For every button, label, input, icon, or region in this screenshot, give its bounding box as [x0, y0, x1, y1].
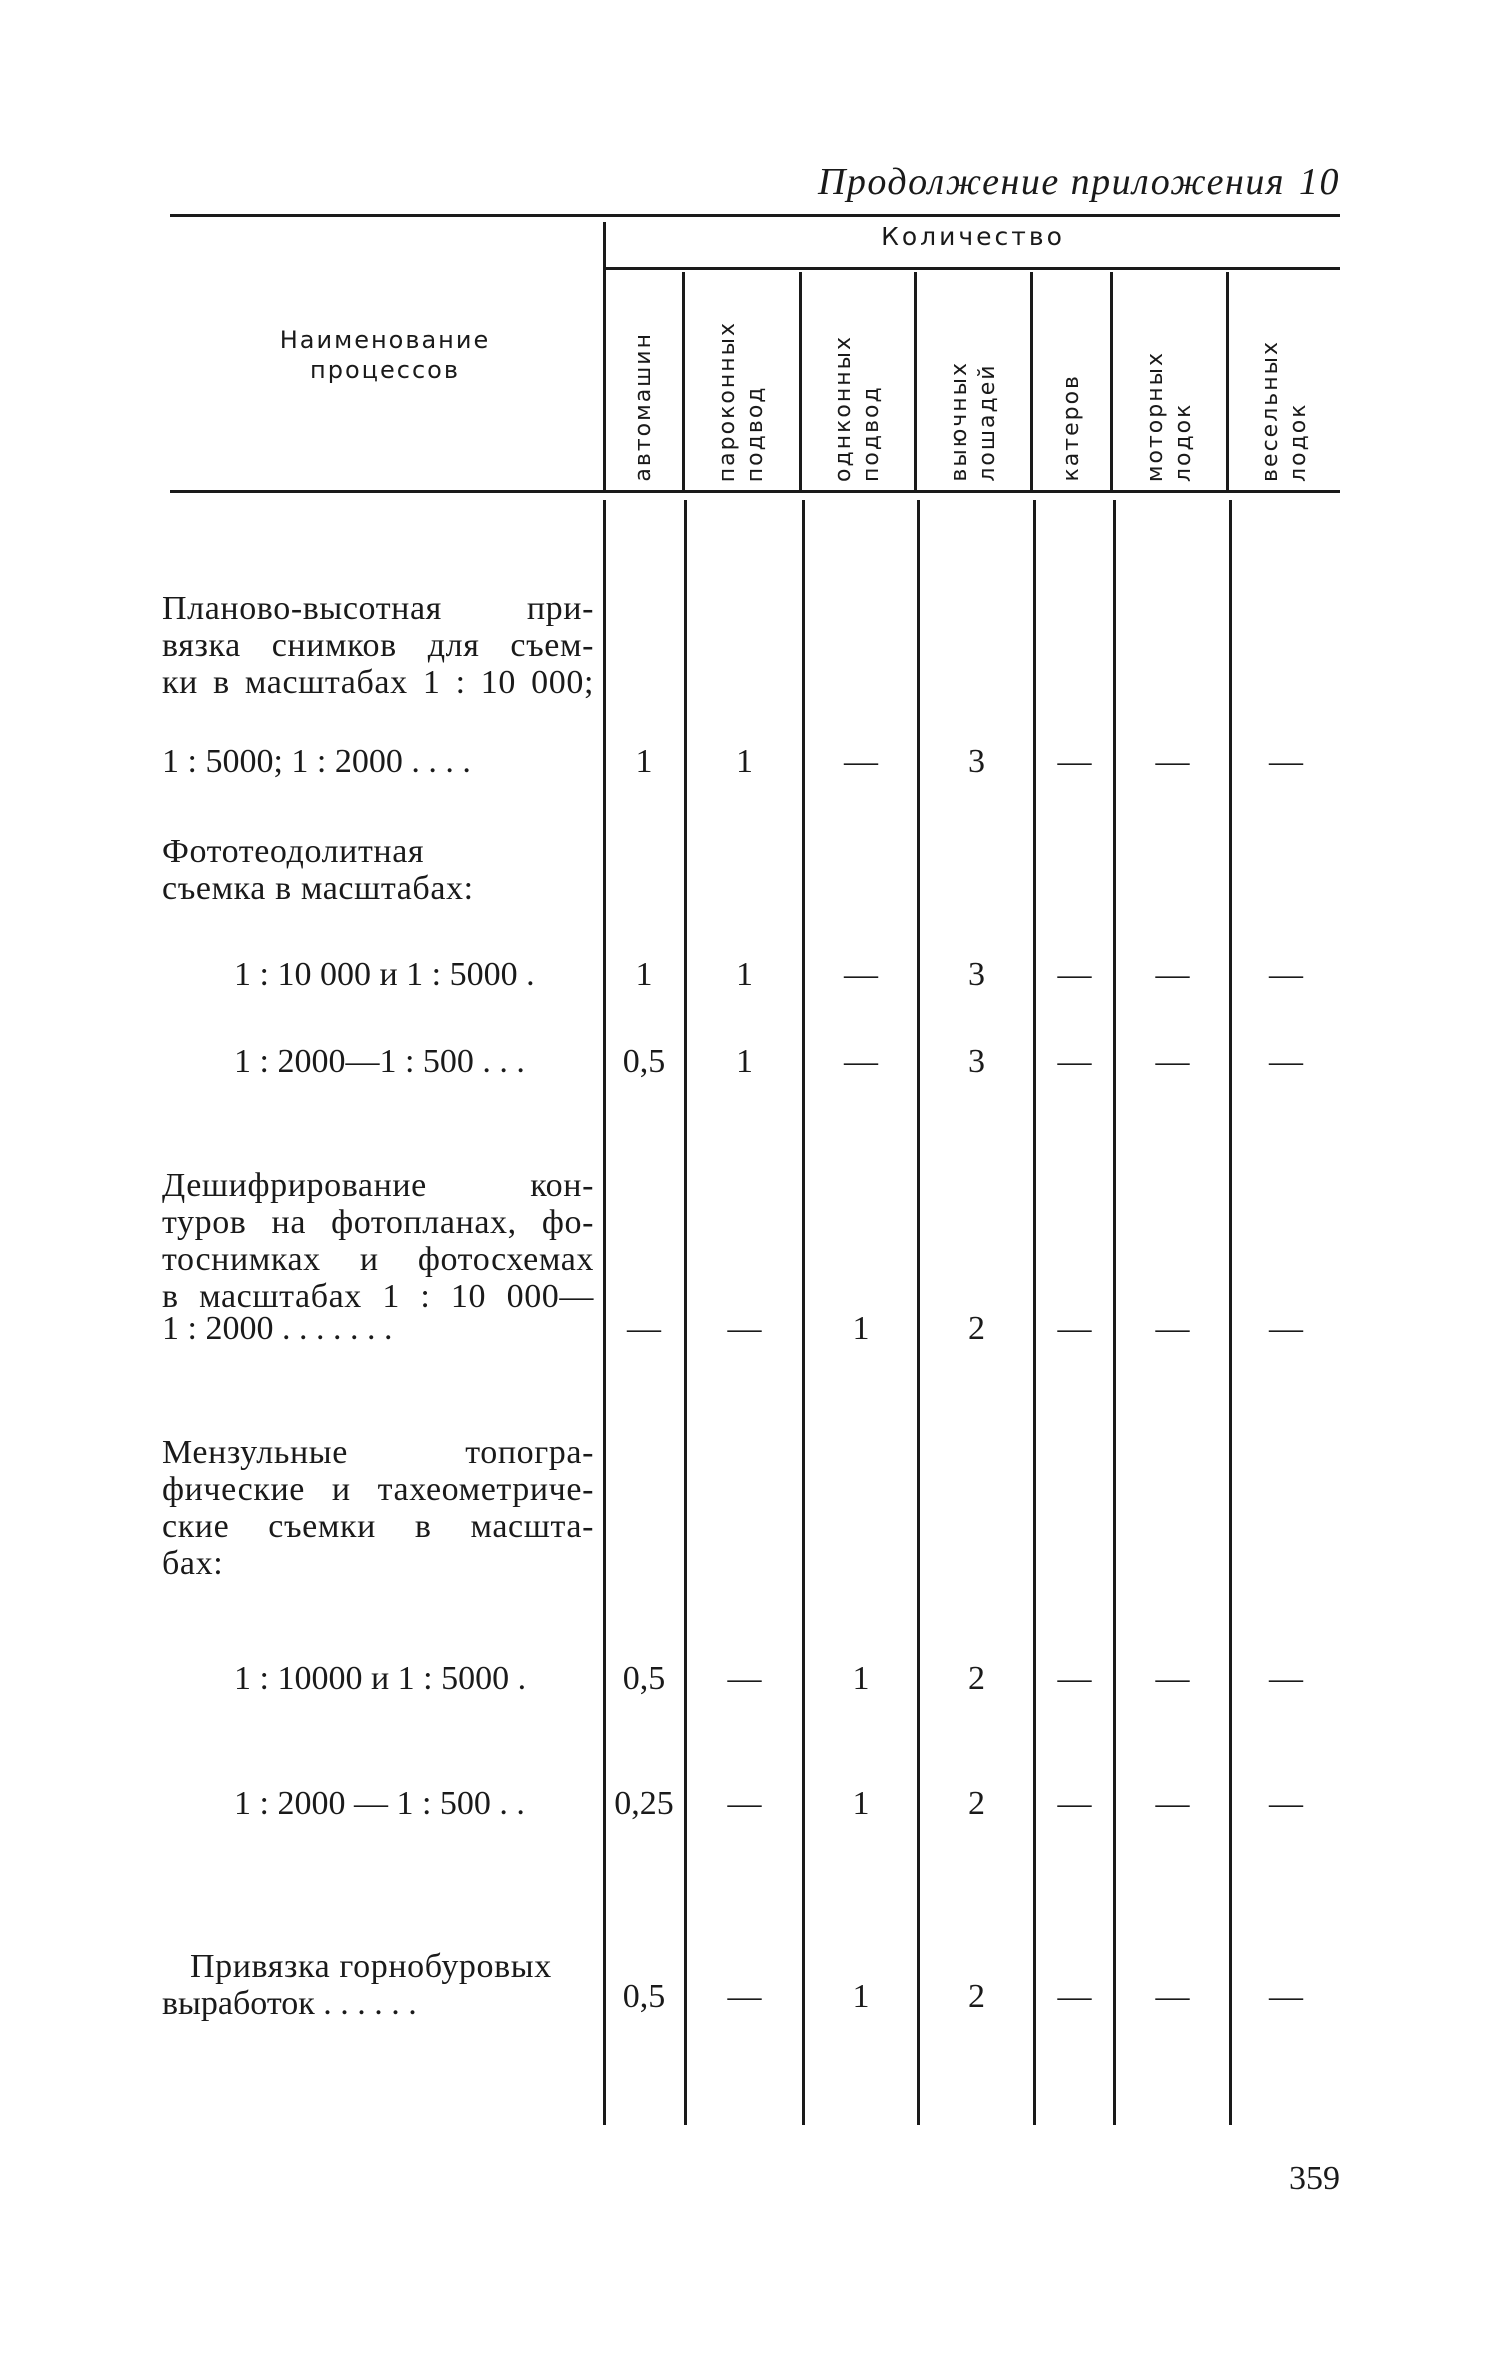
table-cell: 1: [852, 1310, 870, 1347]
table-cell: —: [1057, 956, 1092, 993]
table-cell: 1: [852, 1785, 870, 1822]
table-cell: 3: [968, 1043, 985, 1080]
table-cell: 3: [968, 743, 985, 780]
caption-text: Продолжение приложения: [817, 161, 1285, 203]
column-header: [1113, 282, 1226, 482]
table-cell: —: [1269, 1978, 1303, 2015]
table-cell: —: [1269, 743, 1303, 780]
section-heading: Дешифрирование кон- туров на фотопланах, фо- тоснимках и фотосхемах в масштабах 1 : 10 000—: [162, 1167, 594, 1315]
table-cell: 1: [852, 1978, 870, 2015]
section-heading: Планово-высотная при- вязка снимков для съем- ки в масштабах 1 : 10 000;: [162, 590, 594, 701]
row-label: 1 : 2000 — 1 : 500 . .: [234, 1785, 525, 1822]
caption-number: 10: [1299, 161, 1340, 203]
row-label: 1 : 2000 . . . . . . .: [162, 1310, 393, 1347]
column-header: [1033, 282, 1110, 482]
quantity-header: Количество: [881, 222, 1065, 251]
table-cell: —: [1155, 1785, 1190, 1822]
row-label: выработок . . . . . .: [162, 1985, 417, 2022]
table-cell: —: [1269, 1043, 1303, 1080]
name-column-header: Наименование процессов: [279, 326, 491, 384]
table-cell: —: [1057, 1785, 1092, 1822]
table-cell: —: [1155, 1310, 1190, 1347]
table-cell: 1: [635, 956, 653, 993]
table-cell: —: [844, 1043, 878, 1080]
table-cell: 0,25: [614, 1785, 674, 1822]
header-bottom-rule: [170, 490, 1340, 493]
table-cell: —: [727, 1660, 762, 1697]
row-label: 1 : 5000; 1 : 2000 . . . .: [162, 743, 471, 780]
table-cell: —: [1269, 1785, 1303, 1822]
row-label: 1 : 10000 и 1 : 5000 .: [234, 1660, 527, 1697]
page-caption: [780, 160, 1340, 204]
table-cell: —: [727, 1310, 762, 1347]
page-number: 359: [1289, 2160, 1340, 2197]
column-header-label: автомашин: [631, 332, 656, 482]
table-cell: 2: [968, 1785, 985, 1822]
table-cell: 1: [635, 743, 653, 780]
table-cell: —: [1057, 1310, 1092, 1347]
row-label: 1 : 2000—1 : 500 . . .: [234, 1043, 525, 1080]
column-header-label: катеров: [1058, 374, 1084, 482]
table-cell: 0,5: [622, 1978, 666, 2015]
table-cell: —: [1057, 743, 1092, 780]
section-heading: Мензульные топогра- фические и тахеометриче- ские съемки в масшта- бах:: [162, 1434, 594, 1582]
table-cell: 3: [968, 956, 985, 993]
column-header-label: однконных подвод: [831, 335, 884, 482]
table-cell: 1: [736, 1043, 753, 1080]
row-label: 1 : 10 000 и 1 : 5000 .: [234, 956, 535, 993]
table-cell: —: [844, 743, 878, 780]
table-cell: —: [1155, 1660, 1190, 1697]
table-cell: 0,5: [622, 1660, 666, 1697]
table-cell: —: [727, 1785, 762, 1822]
column-header: [685, 282, 799, 482]
table-cell: —: [1155, 1043, 1190, 1080]
table-cell: —: [1155, 743, 1190, 780]
table-cell: 1: [736, 743, 753, 780]
column-header: [1229, 282, 1340, 482]
table-cell: —: [1057, 1043, 1092, 1080]
table-cell: 0,5: [622, 1043, 666, 1080]
column-header: [917, 282, 1030, 482]
section-heading: Фототеодолитная съемка в масштабах:: [162, 833, 474, 907]
table-top-rule: [170, 214, 1340, 217]
section-heading: Привязка горнобуровых: [190, 1948, 552, 1985]
table-cell: 1: [736, 956, 753, 993]
table-cell: —: [1155, 956, 1190, 993]
column-header: [606, 282, 682, 482]
table-cell: 1: [852, 1660, 870, 1697]
quantity-rule: [606, 267, 1340, 270]
table-cell: —: [844, 956, 878, 993]
table-cell: 2: [968, 1310, 985, 1347]
table-cell: —: [1057, 1978, 1092, 2015]
column-header-label: моторных лодок: [1142, 350, 1196, 482]
table-cell: 2: [968, 1660, 985, 1697]
column-header: [802, 282, 914, 482]
table-cell: —: [1269, 956, 1303, 993]
column-header-label: весельных лодок: [1257, 340, 1311, 482]
column-header-label: пароконных подвод: [715, 320, 768, 482]
table-cell: —: [1057, 1660, 1092, 1697]
table-cell: 2: [968, 1978, 985, 2015]
table-cell: —: [1269, 1310, 1303, 1347]
table-cell: —: [1269, 1660, 1303, 1697]
table-cell: —: [1155, 1978, 1190, 2015]
column-header-label: выючных лошадей: [946, 361, 1000, 482]
table-cell: —: [727, 1978, 762, 2015]
table-cell: —: [627, 1310, 661, 1347]
